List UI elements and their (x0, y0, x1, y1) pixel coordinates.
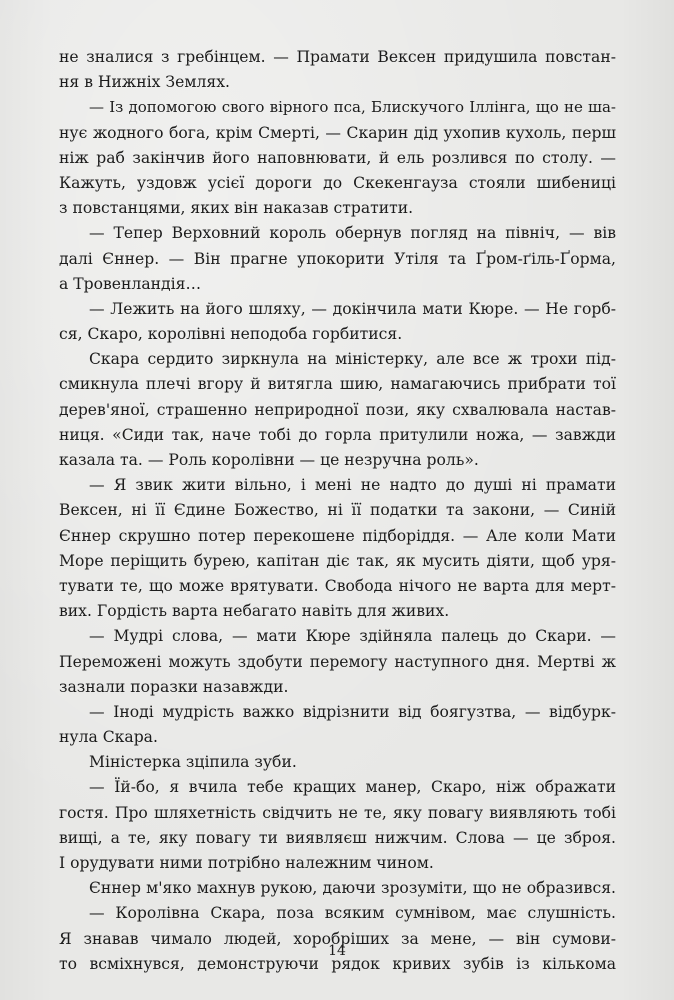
text-line: далі Єннер. — Він прагне упокорити Утіля та Ґром-ґіль-Ґорма, (59, 249, 616, 268)
text-line: вищі, а те, яку повагу ти виявляєш нижчим. Слова — це зброя. (59, 828, 616, 847)
text-line: Кажуть, уздовж усієї дороги до Скекенгауза стояли шибениці (59, 173, 616, 192)
text-line: смикнула плечі вгору й витягла шию, намагаючись прибрати тої (59, 375, 616, 394)
text-line: Переможені можуть здобути перемогу наступного дня. Мертві ж (59, 652, 616, 671)
text-line: ня в Нижніх Землях. (59, 73, 230, 92)
text-line: нула Скара. (59, 728, 158, 747)
text-line: то всміхнувся, демонструючи рядок кривих зубів із кількома (59, 954, 616, 973)
text-line: нує жодного бога, крім Смерті, — Скарин дід ухопив кухоль, перш (59, 123, 616, 142)
text-line: Міністерка зціпила зуби. (89, 753, 297, 772)
text-line: І орудувати ними потрібно належним чином. (59, 854, 434, 872)
text-line: — Я звик жити вільно, і мені не надто до душі ні прамати (89, 476, 616, 495)
text-line: Єннер м'яко махнув рукою, даючи зрозуміти, що не образився. (89, 879, 616, 898)
text-line: — Тепер Верховний король обернув погляд на північ, — вів (89, 224, 616, 243)
text-line: з повстанцями, яких він наказав стратити. (59, 199, 414, 218)
text-line: Море періщить бурею, капітан діє так, як мусить діяти, щоб уря- (59, 551, 616, 570)
text-line: а Тровенландія… (59, 274, 202, 293)
text-line: Я знавав чимало людей, хоробріших за мене, — він сумови- (59, 929, 616, 948)
text-line: тувати те, що може врятувати. Свобода нічого не варта для мерт- (59, 576, 616, 595)
text-line: — Іноді мудрість важко відрізнити від боягузтва, — відбурк- (89, 702, 616, 721)
text-line: — Королівна Скара, поза всяким сумнівом, має слушність. (89, 904, 616, 923)
text-line: Вексен, ні її Єдине Божество, ні її податки та закони, — Синій (59, 501, 616, 520)
text-line: гостя. Про шляхетність свідчить не те, яку повагу виявляють тобі (59, 803, 616, 822)
text-line: Скара сердито зиркнула на міністерку, але все ж трохи під- (89, 350, 616, 369)
text-line: — Із допомогою свого вірного пса, Блискучого Іллінга, що не ша- (89, 98, 616, 117)
page-number: 14 (328, 943, 346, 959)
text-line: казала та. — Роль королівни — це незручна роль». (59, 451, 479, 469)
text-line: ниця. «Сиди так, наче тобі до горла притулили ножа, — завжди (59, 425, 616, 444)
text-line: ся, Скаро, королівні неподоба горбитися. (59, 325, 403, 344)
text-line: дерев'яної, страшенно неприродної пози, яку схвалювала настав- (59, 400, 616, 419)
text-line: ніж раб закінчив його наповнювати, й ель розлився по столу. — (59, 148, 616, 167)
text-line: зазнали поразки назавжди. (59, 677, 289, 696)
text-line: — Лежить на його шляху, — докінчила мати Кюре. — Не горб- (89, 299, 616, 318)
body-text (59, 45, 616, 977)
text-line: — Їй-бо, я вчила тебе кращих манер, Скаро, ніж ображати (89, 778, 616, 797)
text-line: Єннер скрушно потер перекошене підборіддя. — Але коли Мати (59, 526, 616, 545)
text-line: вих. Гордість варта небагато навіть для живих. (59, 602, 450, 621)
text-line: — Мудрі слова, — мати Кюре здійняла палець до Скари. — (89, 627, 616, 646)
text-line: не зналися з гребінцем. — Прамати Вексен придушила повстан- (59, 48, 616, 66)
